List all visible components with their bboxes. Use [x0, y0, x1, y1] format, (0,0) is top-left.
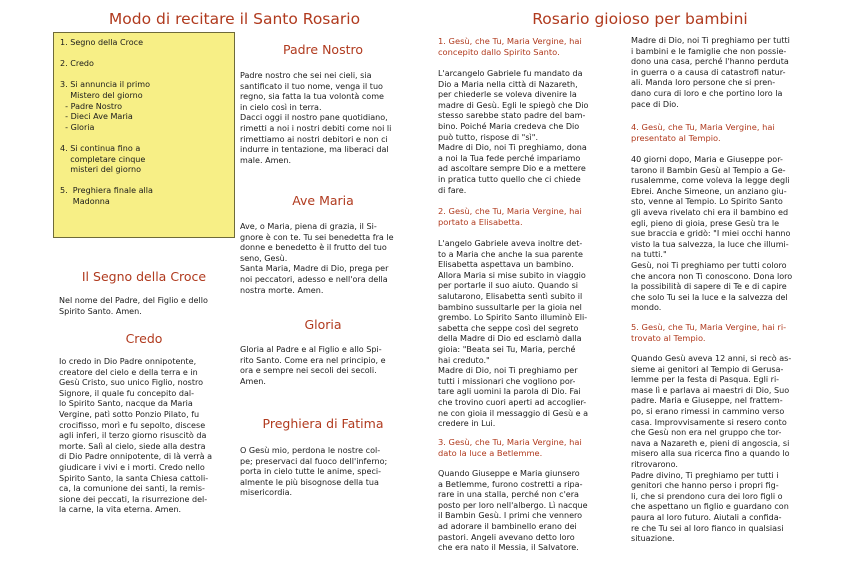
fatima-title: Preghiera di Fatima [262, 416, 384, 431]
ave-maria-title: Ave Maria [292, 193, 354, 208]
mystery-1-title: 1. Gesù, che Tu, Maria Vergine, hai concepito dallo Spirito Santo. [438, 36, 582, 57]
segno-text: Nel nome del Padre, del Figlio e dello Spirito Santo. Amen. [59, 296, 208, 316]
mystery-3-text: Quando Giuseppe e Maria giunsero a Betlemme, furono costretti a ripa- rare in una stalla, perché non c'era posto per loro nell'albergo. Lì nacque il Bambin Gesù. I primi che vennero ad adorare il bambinello erano dei pastori. Angeli avevano detto loro che era nato il Messia, il Salvatore. [438, 469, 588, 553]
mystery-2-text: L'angelo Gabriele aveva inoltre det- to a Maria che anche la sua parente Elisabetta aspettava un bambino. Allora Maria si mise subito in viaggio per portarle il suo aiuto. Quando si salutarono, Elisabetta sentì subito il bambino sussultarle per la gioia nel grembo. Lo Spirito Santo illuminò Eli- sabetta che seppe così del segreto della Madre di Dio ed esclamò dalla gioia: "Beata sei Tu, Maria, perché hai creduto." Madre di Dio, noi Ti preghiamo per tutti i missionari che vogliono por- tare agli uomini la parola di Dio. Fai che trovino cuori aperti ad accoglier- ne con gioia il messaggio di Gesù e a credere in Lui. [438, 239, 589, 429]
fatima-text: O Gesù mio, perdona le nostre col- pe; preservaci dal fuoco dell'inferno; porta in cielo tutte le anime, speci- almente le più bisognose della tua misericordia. [240, 446, 388, 498]
mystery-5-title: 5. Gesù, che Tu, Maria Vergine, hai ri- trovato al Tempio. [631, 322, 787, 343]
padre-nostro-text: Padre nostro che sei nei cieli, sia santificato il tuo nome, venga il tuo regno, sia fatta la tua volontà come in cielo così in terra. Dacci oggi il nostro pane quotidiano, rimetti a noi i nostri debiti come noi li rimettiamo ai nostri debitori e non ci indurre in tentazione, ma liberaci dal male. Amen. [240, 71, 392, 165]
left-page-title: Modo di recitare il Santo Rosario [108, 10, 361, 28]
segno-title: Il Segno della Croce [81, 269, 207, 284]
mystery-3-title: 3. Gesù, che Tu, Maria Vergine, hai dato la luce a Betlemme. [438, 437, 582, 458]
rosary-steps-text: 1. Segno della Croce 2. Credo 3. Si annuncia il primo Mistero del giorno - Padre Nostro - Dieci Ave Maria - Gloria 4. Si continua fino a completare cinque misteri del giorno 5. Preghiera finale alla Madonna [60, 38, 153, 206]
gloria-title: Gloria [304, 317, 342, 332]
mystery-3-continued-text: Madre di Dio, noi Ti preghiamo per tutti i bambini e le famiglie che non possie- dono una casa, perché l'hanno perduta in guerra o a causa di catastrofi natur- ali. Manda loro persone che si pren- dano cura di loro e che portino loro la pace di Dio. [631, 36, 790, 109]
credo-title: Credo [125, 331, 163, 346]
credo-text: Io credo in Dio Padre onnipotente, creatore del cielo e della terra e in Gesù Cristo, suo unico Figlio, nostro Signore, il quale fu concepito dal- lo Spirito Santo, nacque da Maria Vergine, patì sotto Ponzio Pilato, fu crocifisso, morì e fu sepolto, discese agli inferi, il terzo giorno risuscitò da morte. Salì al cielo, siede alla destra di Dio Padre onnipotente, di là verrà a giudicare i vivi e i morti. Credo nello Spirito Santo, la santa Chiesa cattoli- ca, la comunione dei santi, la remis- sione dei peccati, la risurrezione del- la carne, la vita eterna. Amen. [59, 357, 213, 515]
rosary-steps-box [53, 32, 235, 238]
right-page-title: Rosario gioioso per bambini [532, 10, 748, 28]
gloria-text: Gloria al Padre e al Figlio e allo Spi- rito Santo. Come era nel principio, e ora e sempre nei secoli dei secoli. Amen. [240, 345, 386, 386]
ave-maria-text: Ave, o Maria, piena di grazia, il Si- gnore è con te. Tu sei benedetta fra le donne e benedetto è il frutto del tuo seno, Gesù. Santa Maria, Madre di Dio, prega per noi peccatori, adesso e nell'ora della nostra morte. Amen. [240, 222, 394, 295]
mystery-2-title: 2. Gesù, che Tu, Maria Vergine, hai portato a Elisabetta. [438, 206, 582, 227]
mystery-1-text: L'arcangelo Gabriele fu mandato da Dio a Maria nella città di Nazareth, per chiederle se voleva divenire la madre di Gesù. Egli le spiegò che Dio stesso sarebbe stato padre del bam- bino. Poiché Maria credeva che Dio può tutto, rispose di "sì". Madre di Dio, noi Ti preghiamo, dona a noi la Tua fede perché impariamo ad ascoltare sempre Dio e a mettere in pratica tutto quello che ci chiede di fare. [438, 69, 589, 195]
mystery-5-text: Quando Gesù aveva 12 anni, si recò as- sieme ai genitori al Tempio di Gerusa- lemme per la festa di Pasqua. Egli ri- mase lì e parlava ai maestri di Dio, Suo padre. Maria e Giuseppe, nel frattem- po, si erano rimessi in cammino verso casa. Improvvisamente si resero conto che Gesù non era nel gruppo che tor- nava a Nazareth e, pieni di angoscia, si misero alla sua ricerca fino a quando lo ritrovarono. Padre divino, Ti preghiamo per tutti i genitori che hanno perso i propri fig- li, che si prendono cura dei loro figli o che aspettano un figlio e guardano con paura al loro futuro. Aiutali a confida- re che Tu sei al loro fianco in qualsiasi situazione. [631, 354, 792, 544]
mystery-4-text: 40 giorni dopo, Maria e Giuseppe por- tarono il Bambin Gesù al Tempio a Ge- rusalemme, come voleva la legge degli Ebrei. Anche Simeone, un anziano giu- sto, venne al Tempio. Lo Spirito Santo gli aveva rivelato chi era il bambino ed egli, pieno di gioia, prese Gesù tra le sue braccia e gridò: "I miei occhi hanno visto la tua salvezza, la luce che illumi- na tutti." Gesù, noi Ti preghiamo per tutti coloro che ancora non Ti conoscono. Dona loro la possibilità di sapere di Te e di capire che solo Tu sei la luce e la salvezza del mondo. [631, 155, 793, 313]
padre-nostro-title: Padre Nostro [282, 42, 364, 57]
mystery-4-title: 4. Gesù, che Tu, Maria Vergine, hai presentato al Tempio. [631, 122, 775, 143]
